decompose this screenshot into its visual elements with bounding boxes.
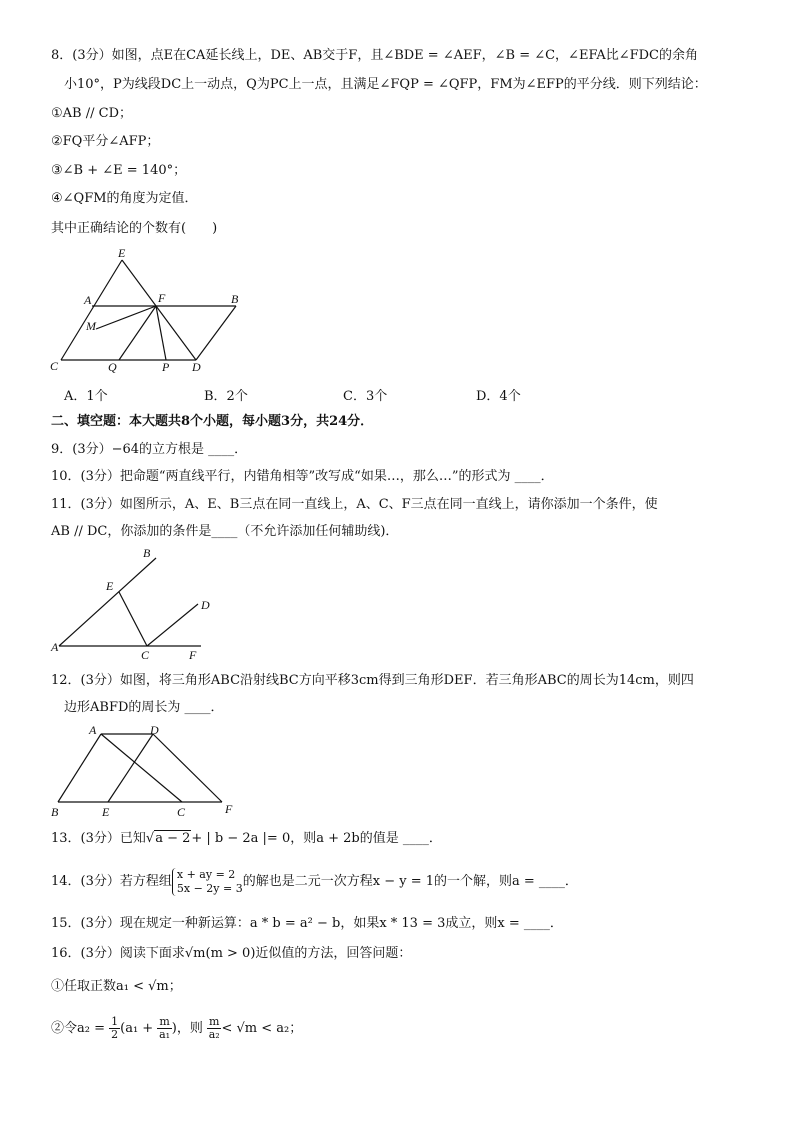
q11-label-B: B (143, 546, 151, 560)
q11-label-F: F (189, 648, 197, 662)
q16-m-num2: m (209, 1015, 220, 1028)
q16-step1: ①任取正数a₁ < √m； (51, 979, 182, 994)
q14-eq2: 5x − 2y = 3 (176, 881, 243, 895)
q16-half-den: 2 (111, 1028, 119, 1041)
q8-line2: 小10°，P为线段DC上一动点，Q为PC上一点，且满足∠FQP = ∠QFP，FM为∠EFP的平分线．则下列结论： (64, 77, 707, 92)
q16-a2-den: a₂ (208, 1028, 220, 1041)
q16-step2-mid: (a₁ + (120, 1021, 154, 1036)
q14-eq1: x + ay = 2 (176, 867, 236, 881)
q8-option-b[interactable]: B．2个 (204, 389, 248, 404)
q8-label-C: C (50, 359, 59, 373)
q12-line1: 12．(3分）如图，将三角形ABC沿射线BC方向平移3cm得到三角形DEF．若三角形ABC的周长为14cm，则四 (51, 673, 694, 688)
q11-label-A: A (51, 640, 59, 654)
q16-a1-den: a₁ (159, 1028, 171, 1041)
q11-label-C: C (141, 648, 150, 662)
q11-figure (46, 544, 236, 664)
q16-m-over-a2 (207, 1016, 221, 1041)
q8-label-D: D (192, 360, 201, 374)
q9: 9．(3分）−64的立方根是 ____． (51, 442, 248, 457)
q8-label-E: E (118, 246, 126, 260)
q8-label-A: A (84, 293, 92, 307)
q8-conclusion-4: ④∠QFM的角度为定值． (51, 191, 198, 206)
q12-label-F: F (225, 802, 233, 816)
q8-line1: 8．(3分）如图，点E在CA延长线上，DE、AB交于F，且∠BDE = ∠AEF，∠B = ∠C，∠EFA比∠FDC的余角 (51, 48, 699, 63)
q13-radicand: a − 2 (155, 831, 191, 846)
q15: 15．(3分）现在规定一种新运算：a * b = a² − b，如果x * 13 = 3成立，则x = ____． (51, 916, 563, 931)
q16-line1: 16．(3分）阅读下面求√m(m > 0)近似值的方法，回答问题： (51, 946, 412, 961)
q8-label-B: B (231, 292, 239, 306)
q11-line1: 11．(3分）如图所示，A、E、B三点在同一直线上，A、C、F三点在同一直线上，请你添加一个条件，使 (51, 497, 658, 512)
q16-half-num: 1 (111, 1015, 119, 1028)
q12-line2: 边形ABFD的周长为 ____． (64, 700, 224, 715)
q12-figure (46, 720, 246, 820)
section-2-heading: 二、填空题：本大题共8个小题，每小题3分，共24分． (51, 414, 374, 429)
q11-label-E: E (106, 579, 114, 593)
q8-conclusion-3: ③∠B + ∠E = 140°； (51, 163, 187, 178)
q14-system (172, 868, 243, 896)
q8-option-c[interactable]: C．3个 (343, 389, 388, 404)
q8-option-d[interactable]: D．4个 (476, 389, 521, 404)
q14-pre: 14．(3分）若方程组 (51, 874, 172, 889)
q12-label-E: E (102, 805, 110, 819)
q16-step2-then: )，则 (171, 1021, 203, 1036)
q8-conclusion-1: ①AB // CD； (51, 106, 132, 121)
q13 (51, 830, 442, 848)
q8-label-P: P (162, 360, 170, 374)
q8-option-a[interactable]: A．1个 (64, 389, 108, 404)
q8-conclusion-2: ②FQ平分∠AFP； (51, 134, 160, 149)
q13-pre: 13．(3分）已知 (51, 831, 146, 846)
q14-post: 的解也是二元一次方程x − y = 1的一个解，则a = ____． (242, 874, 578, 889)
q12-label-D: D (150, 723, 159, 737)
q13-post: + | b − 2a |= 0，则a + 2b的值是 ____． (191, 831, 442, 846)
q12-label-A: A (89, 723, 97, 737)
q16-m-over-a1 (157, 1016, 171, 1041)
q14 (51, 867, 578, 897)
q8-label-F: F (158, 291, 166, 305)
q8-figure (44, 244, 264, 376)
q12-label-C: C (177, 805, 186, 819)
q8-prompt: 其中正确结论的个数有( ) (51, 221, 218, 236)
q12-label-B: B (51, 805, 59, 819)
q16-step2-pre: ②令a₂ = (51, 1021, 105, 1036)
q16-m-num: m (159, 1015, 170, 1028)
q16-step2 (51, 1014, 302, 1044)
q10: 10．(3分）把命题“两直线平行，内错角相等”改写成“如果…，那么…”的形式为 ____． (51, 469, 554, 484)
q8-label-M: M (86, 319, 96, 333)
q13-sqrt: √a − 2 (145, 831, 191, 846)
q16-half-fraction (109, 1016, 120, 1041)
q11-line2: AB // DC，你添加的条件是____（不允许添加任何辅助线)． (51, 524, 399, 539)
q16-step2-post: < √m < a₂； (221, 1021, 303, 1036)
q11-label-D: D (201, 598, 210, 612)
q8-label-Q: Q (108, 360, 117, 374)
